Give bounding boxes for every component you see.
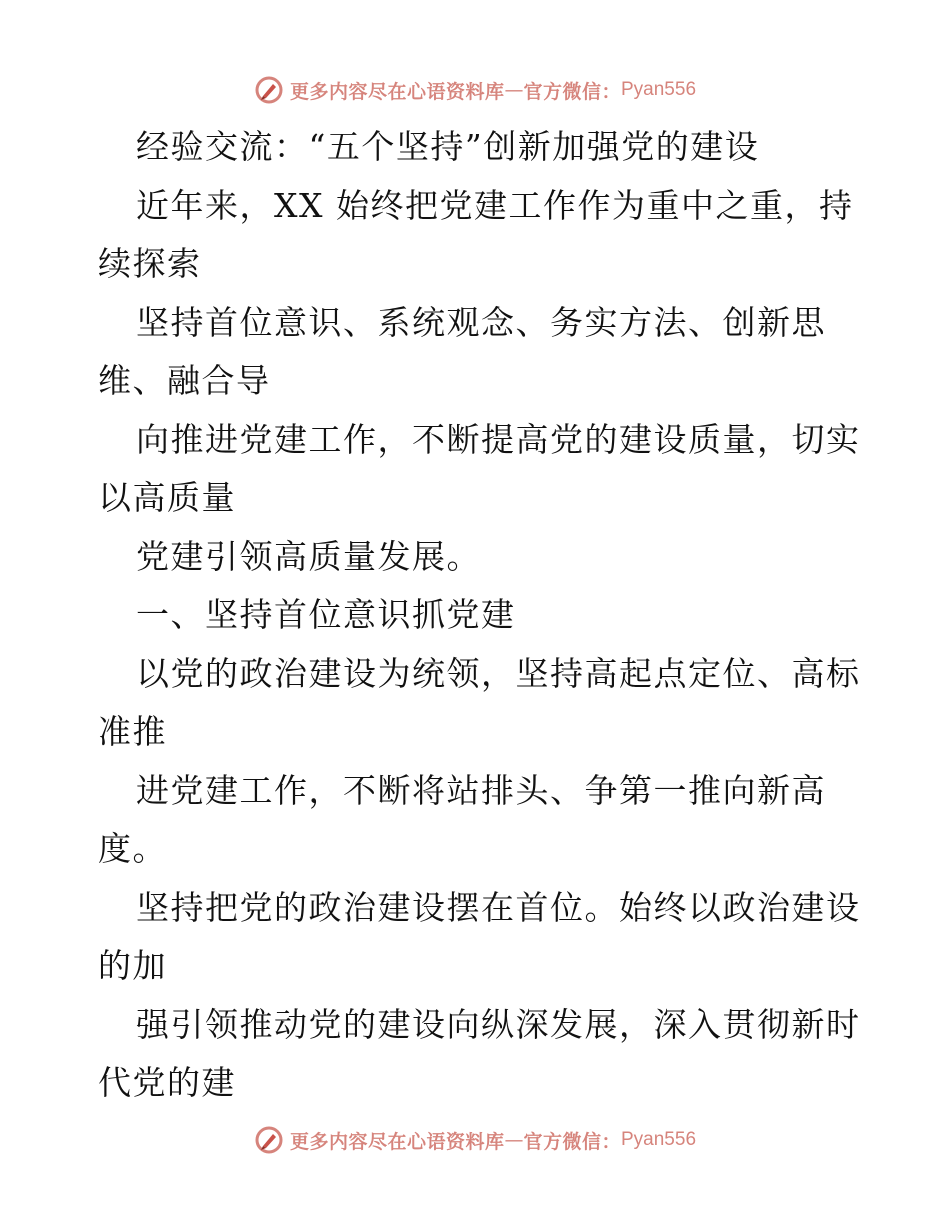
document-line: 一、坚持首位意识抓党建: [136, 595, 516, 634]
document-line: 以党的政治建设为统领，坚持高起点定位、高标: [136, 653, 861, 693]
document-line: 进党建工作，不断将站排头、争第一推向新高: [136, 770, 826, 810]
document-line: 代党的建: [98, 1063, 236, 1102]
pen-logo-icon: [254, 1125, 284, 1155]
pen-logo-icon: [254, 75, 284, 105]
document-line: 续探索: [98, 244, 202, 283]
header-watermark-banner: [0, 70, 950, 110]
document-line: 准推: [98, 712, 167, 751]
document-line: 坚持把党的政治建设摆在首位。始终以政治建设: [136, 887, 861, 927]
banner-site-text: 更多内容尽在心语资料库: [289, 80, 505, 103]
document-line: 近年来，XX 始终把党建工作作为重中之重，持: [136, 185, 854, 225]
document-line: 党建引领高质量发展。: [136, 536, 481, 576]
document-body: [98, 118, 868, 1113]
banner-wechat-id: Pyan556: [621, 79, 697, 100]
document-line: 以高质量: [98, 478, 236, 517]
document-line: 坚持首位意识、系统观念、务实方法、创新思: [136, 302, 826, 342]
document-line: 经验交流：“五个坚持”创新加强党的建设: [136, 127, 760, 166]
document-line: 强引领推动党的建设向纵深发展，深入贯彻新时: [136, 1004, 861, 1044]
document-line: 向推进党建工作，不断提高党的建设质量，切实: [136, 419, 861, 459]
banner-separator: —: [504, 1129, 524, 1151]
banner-wechat-id: Pyan556: [621, 1129, 697, 1150]
banner-separator: —: [504, 79, 524, 101]
banner-wechat-label: 官方微信：: [523, 80, 621, 103]
document-line: 维、融合导: [98, 361, 271, 400]
footer-watermark-banner: [0, 1120, 950, 1160]
document-line: 度。: [98, 829, 167, 868]
document-line: 的加: [98, 946, 167, 985]
banner-wechat-label: 官方微信：: [523, 1130, 621, 1153]
banner-site-text: 更多内容尽在心语资料库: [289, 1130, 505, 1153]
